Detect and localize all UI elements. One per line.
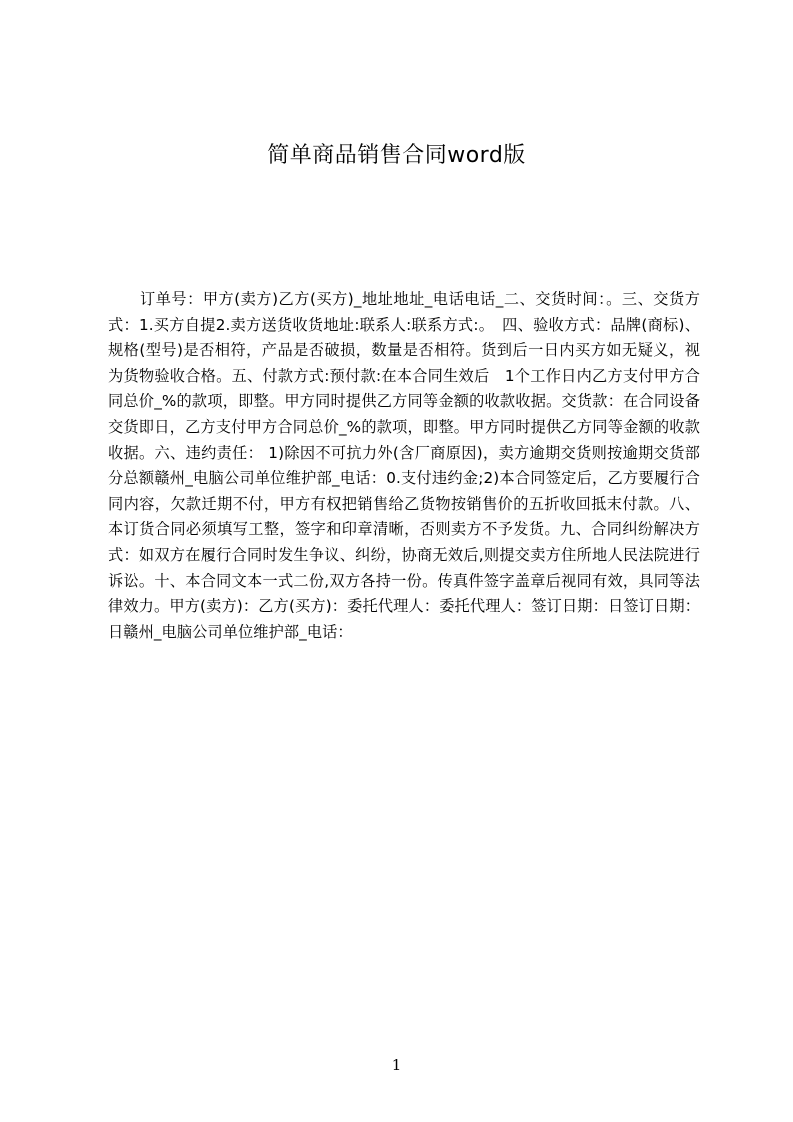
contract-body-paragraph: 订单号：甲方(卖方)乙方(买方)_地址地址_电话电话_二、交货时间：。三、交货方式：1.买方自提2.卖方送货收货地址:联系人:联系方式:。 四、验收方式：品牌(商标)、规格(型号)是否相符，产品是否破损，数量是否相符。货到后一日内买方如无疑义，视为货物验收合格。五、付款方式:预付款:在本合同生效后 1个工作日内乙方支付甲方合同总价_%的款项，即整。甲方同时提供乙方同等金额的收款收据。交货款：在合同设备交货即日，乙方支付甲方合同总价_%的款项，即整。甲方同时提供乙方同等金额的收款收据。六、违约责任： 1)除因不可抗力外(含厂商原因)，卖方逾期交货则按逾期交货部分总额赣州_电脑公司单位维护部_电话：0.支付违约金;2)本合同签定后，乙方要履行合同内容，欠款迁期不付，甲方有权把销售给乙货物按销售价的五折收回抵末付款。八、本订货合同必须填写工整，签字和印章清晰，否则卖方不予发货。九、合同纠纷解决方式：如双方在履行合同时发生争议、纠纷，协商无效后,则提交卖方住所地人民法院进行诉讼。十、本合同文本一式二份,双方各持一份。传真件签字盖章后视同有效，具同等法律效力。甲方(卖方)：乙方(买方)：委托代理人：委托代理人：签订日期：日签订日期：日赣州_电脑公司单位维护部_电话： <box>108 290 700 641</box>
document-title: 简单商品销售合同word版 <box>267 143 526 168</box>
page-number: 1 <box>391 1056 402 1074</box>
